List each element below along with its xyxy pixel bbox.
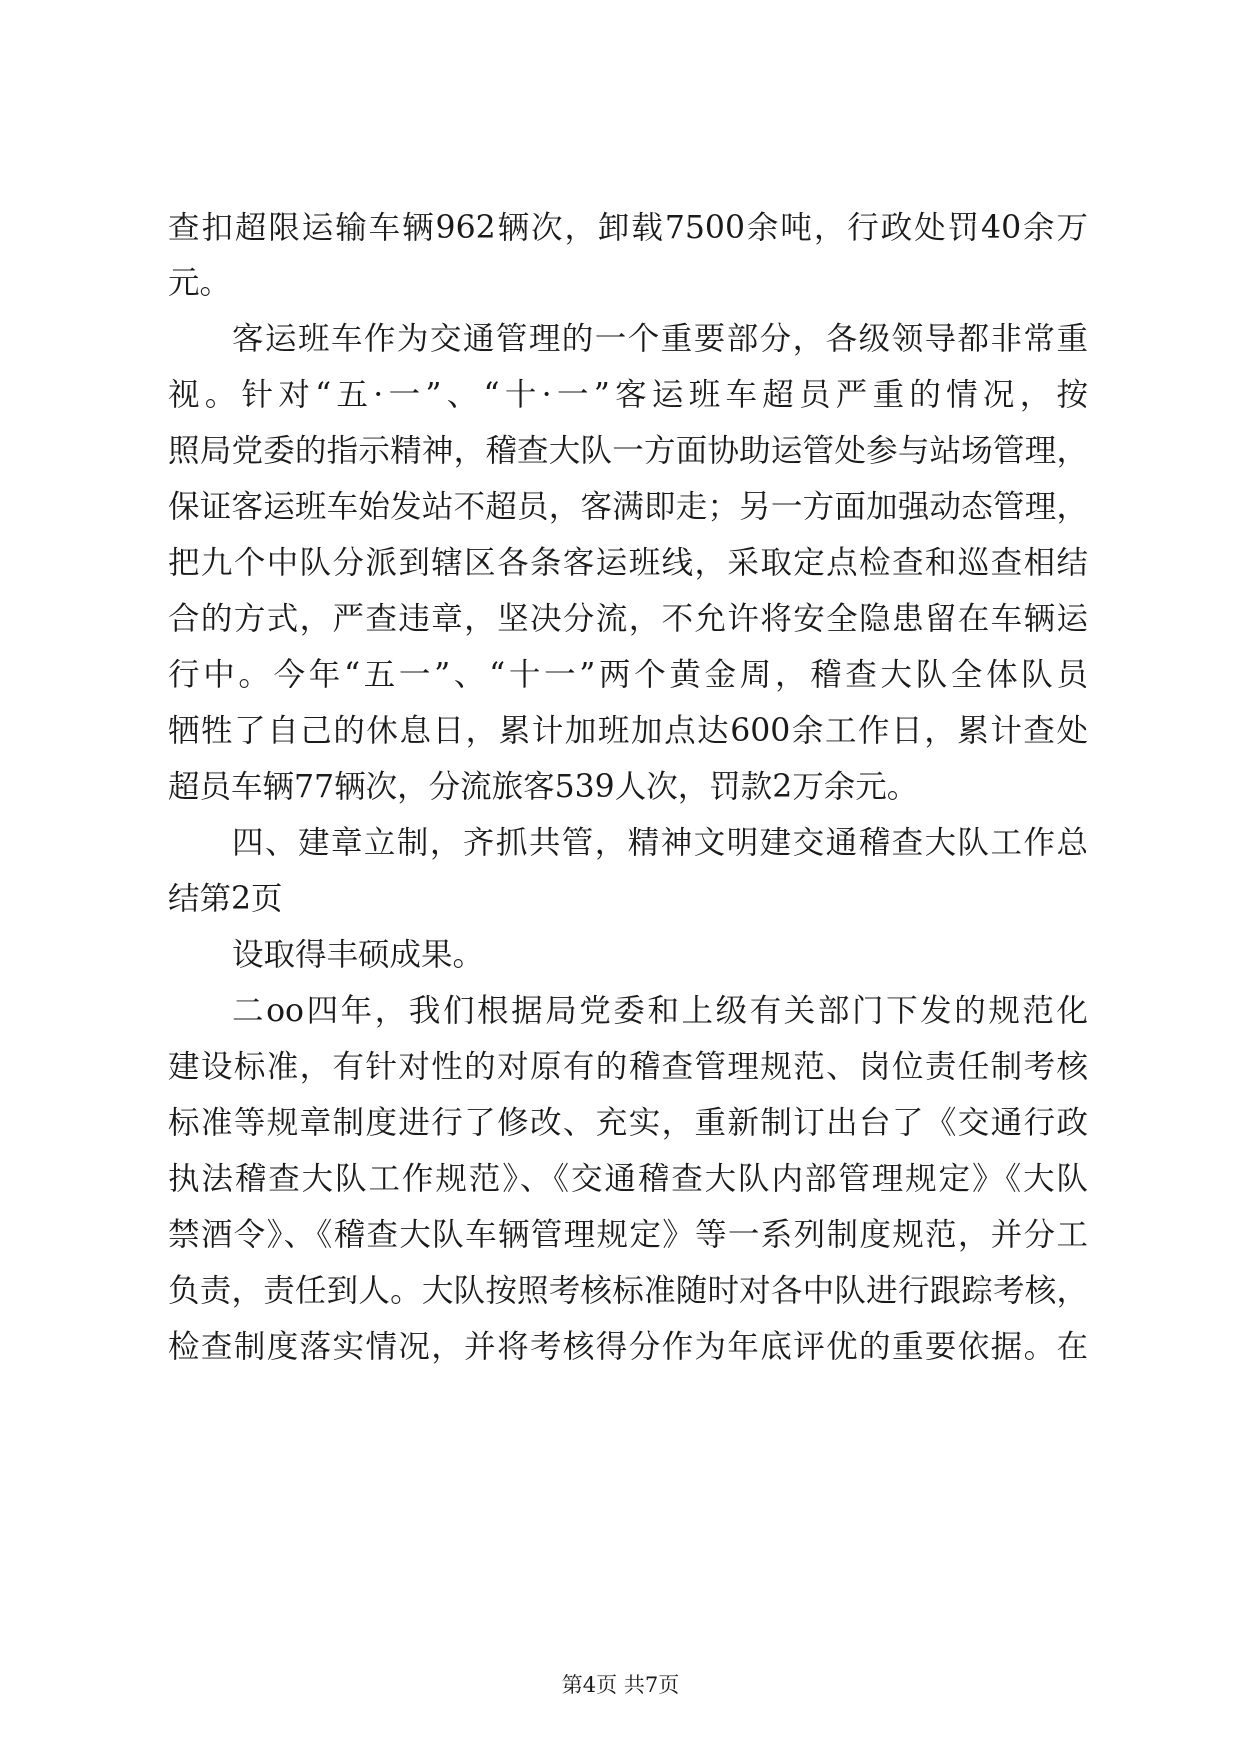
paragraph-start-line: 二oo四年，我们根据局党委和上级有关部门下发的规范化 (232, 993, 1088, 1029)
text-line: 元。 (168, 265, 232, 301)
paragraph-start-line: 设取得丰硕成果。 (232, 937, 485, 973)
text-line: 标准等规章制度进行了修改、充实，重新制订出台了《交通行政 (168, 1105, 1088, 1141)
text-line: 把九个中队分派到辖区各条客运班线，采取定点检查和巡查相结 (168, 545, 1088, 581)
text-line: 禁酒令》、《稽查大队车辆管理规定》等一系列制度规范，并分工 (168, 1217, 1088, 1253)
text-line: 执法稽查大队工作规范》、《交通稽查大队内部管理规定》《大队 (168, 1161, 1088, 1197)
section-heading-line: 四、建章立制，齐抓共管，精神文明建交通稽查大队工作总 (232, 825, 1088, 861)
text-line: 查扣超限运输车辆962辆次，卸载7500余吨，行政处罚40余万 (168, 210, 1088, 246)
text-line: 超员车辆77辆次，分流旅客539人次，罚款2万余元。 (168, 769, 919, 805)
text-line: 视。针对“五·一”、“十·一”客运班车超员严重的情况，按 (168, 377, 1088, 413)
text-line: 照局党委的指示精神，稽查大队一方面协助运管处参与站场管理， (168, 433, 1088, 469)
page-number-footer: 第4页 共7页 (561, 1673, 680, 1697)
text-line: 结第2页 (168, 881, 283, 917)
text-line: 保证客运班车始发站不超员，客满即走；另一方面加强动态管理， (168, 489, 1088, 525)
text-line: 行中。今年“五一”、“十一”两个黄金周，稽查大队全体队员 (168, 657, 1088, 693)
text-line: 牺牲了自己的休息日，累计加班加点达600余工作日，累计查处 (168, 713, 1088, 749)
text-line: 合的方式，严查违章，坚决分流，不允许将安全隐患留在车辆运 (168, 601, 1088, 637)
text-line: 检查制度落实情况，并将考核得分作为年底评优的重要依据。在 (168, 1329, 1088, 1365)
paragraph-start-line: 客运班车作为交通管理的一个重要部分，各级领导都非常重 (232, 321, 1088, 357)
text-line: 建设标准，有针对性的对原有的稽查管理规范、岗位责任制考核 (168, 1049, 1088, 1085)
text-line: 负责，责任到人。大队按照考核标准随时对各中队进行跟踪考核， (168, 1273, 1088, 1309)
